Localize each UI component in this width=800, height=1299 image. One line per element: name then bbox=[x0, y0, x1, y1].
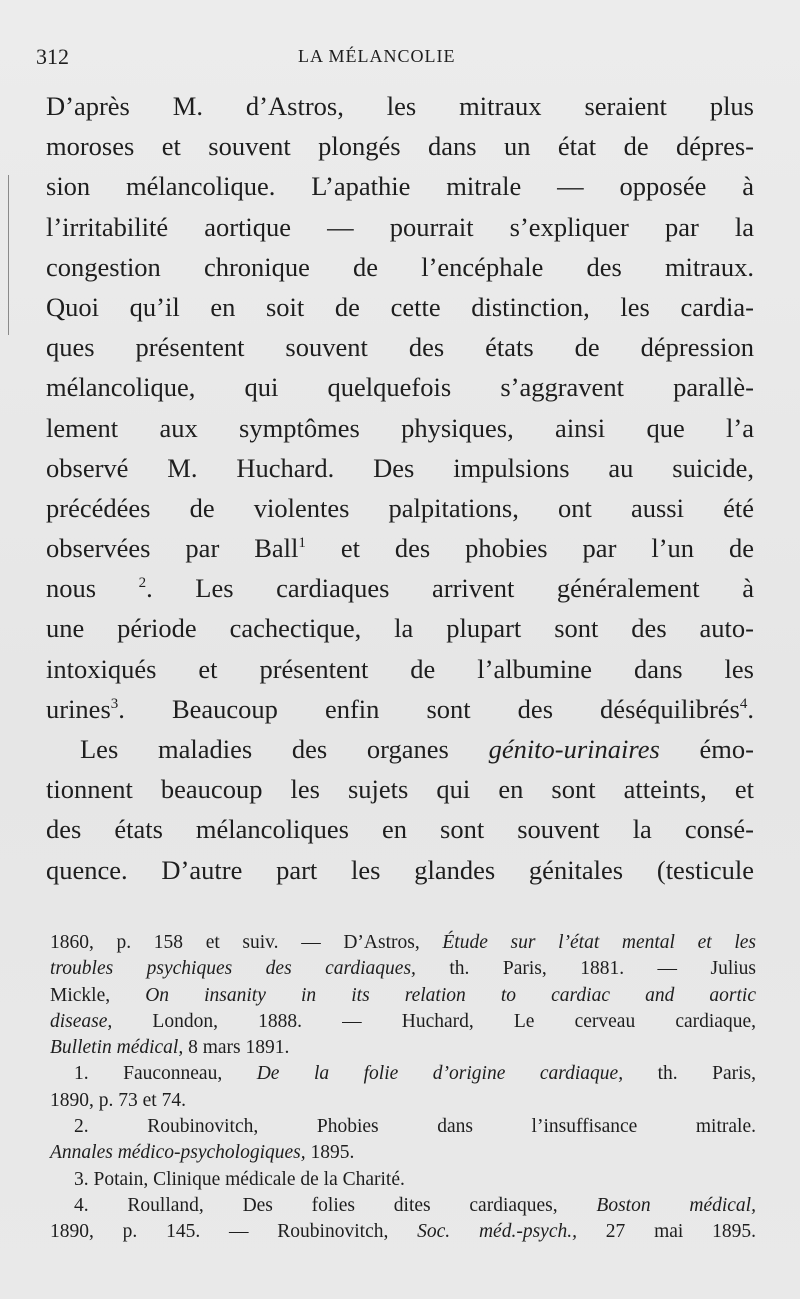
page-header bbox=[36, 44, 756, 74]
footnote-ref: 3 bbox=[110, 695, 119, 712]
text-line bbox=[46, 729, 754, 769]
text-segment: Mickle, bbox=[50, 984, 146, 1006]
footnote-ref: 2 bbox=[138, 575, 147, 592]
footnote-line bbox=[50, 1219, 756, 1245]
main-text bbox=[46, 86, 754, 890]
text-segment: 1895. bbox=[305, 1142, 355, 1164]
text-segment: observées par Ball bbox=[46, 533, 299, 564]
footnote-line bbox=[50, 1035, 756, 1061]
text-segment: nous bbox=[46, 573, 139, 604]
text-segment: . Beaucoup enfin sont des déséquilibrés bbox=[118, 693, 740, 724]
text-segment: . Les cardiaques arrivent généralement à bbox=[146, 573, 754, 604]
text-segment: 1. Fauconneau, bbox=[74, 1063, 257, 1085]
footnote-line: 1890, p. 73 et 74. bbox=[50, 1089, 186, 1111]
italic-segment: De la folie d’origine cardiaque, bbox=[256, 1063, 624, 1085]
footnote-ref: 4 bbox=[739, 695, 748, 712]
italic-term: génito-urinaires bbox=[488, 734, 660, 764]
text-line: des états mélancoliques en sont souvent la consé- bbox=[46, 814, 754, 845]
footnote-ref: 1 bbox=[298, 535, 306, 552]
italic-segment: Étude sur l’état mental et les bbox=[442, 932, 757, 953]
text-line: Quoi qu’il en soit de cette distinction, les cardia- bbox=[46, 291, 754, 322]
text-segment: th. Paris, 1881. — Julius bbox=[415, 958, 756, 980]
text-line: mélancolique, qui quelquefois s’aggravent parallè- bbox=[46, 372, 754, 403]
text-segment: th. Paris, bbox=[623, 1063, 756, 1085]
text-segment: émo- bbox=[659, 734, 754, 764]
text-line: lement aux symptômes physiques, ainsi que l’a bbox=[46, 412, 754, 443]
italic-segment: disease, bbox=[50, 1010, 113, 1032]
italic-segment: Soc. méd.-psych., bbox=[417, 1221, 577, 1243]
page-number: 312 bbox=[36, 44, 69, 69]
text-segment: 8 mars 1891. bbox=[183, 1037, 290, 1059]
text-line: tionnent beaucoup les sujets qui en sont atteints, et bbox=[46, 774, 754, 805]
footnote-4 bbox=[50, 1193, 756, 1219]
footnote-3: 3. Potain, Clinique médicale de la Charité. bbox=[74, 1168, 405, 1190]
footnote-line bbox=[50, 1140, 756, 1166]
footnote-line bbox=[50, 956, 756, 982]
text-segment: Les maladies des organes bbox=[80, 734, 489, 764]
footnote-line bbox=[50, 1009, 756, 1035]
italic-segment: Bulletin médical, bbox=[50, 1037, 184, 1059]
running-title: LA MÉLANCOLIE bbox=[298, 46, 456, 66]
text-segment: 4. Roulland, Des folies dites cardiaques, bbox=[74, 1194, 597, 1216]
text-line: congestion chronique de l’encéphale des mitraux. bbox=[46, 251, 754, 282]
margin-pencil-line bbox=[8, 175, 9, 335]
text-line: D’après M. d’Astros, les mitraux seraient plus bbox=[46, 91, 754, 121]
text-segment: . bbox=[747, 693, 754, 724]
text-line: observé M. Huchard. Des impulsions au suicide, bbox=[46, 452, 754, 483]
text-line bbox=[46, 689, 754, 729]
text-segment: 1860, p. 158 et suiv. — D’Astros, bbox=[50, 932, 443, 953]
text-segment: 1890, p. 145. — Roubinovitch, bbox=[50, 1221, 418, 1243]
text-line: précédées de violentes palpitations, ont aussi été bbox=[46, 492, 754, 523]
text-line: intoxiqués et présentent de l’albumine dans les bbox=[46, 653, 754, 684]
text-line bbox=[46, 528, 754, 568]
footnote-1 bbox=[50, 1061, 756, 1087]
footnote-2: 2. Roubinovitch, Phobies dans l’insuffisance mitrale. bbox=[74, 1116, 756, 1138]
italic-segment: Boston médical, bbox=[596, 1194, 756, 1216]
text-segment: urines bbox=[46, 693, 111, 724]
text-line: sion mélancolique. L’apathie mitrale — opposée à bbox=[46, 171, 754, 202]
text-line: l’irritabilité aortique — pourrait s’expliquer par la bbox=[46, 211, 754, 242]
text-line: quence. D’autre part les glandes génitales (testicule bbox=[46, 854, 754, 885]
text-segment: London, 1888. — Huchard, Le cerveau cardiaque, bbox=[112, 1010, 756, 1032]
footnote-line bbox=[50, 983, 756, 1009]
text-segment: et des phobies par l’un de bbox=[305, 533, 754, 564]
text-segment: 27 mai 1895. bbox=[576, 1221, 756, 1243]
footnote-line bbox=[50, 930, 756, 956]
text-line bbox=[46, 568, 754, 608]
text-line: moroses et souvent plongés dans un état de dépres- bbox=[46, 131, 754, 162]
italic-segment: troubles psychiques des cardiaques, bbox=[50, 958, 416, 980]
italic-segment: Annales médico-psychologiques, bbox=[50, 1142, 306, 1164]
text-line: une période cachectique, la plupart sont des auto- bbox=[46, 613, 754, 644]
footnotes bbox=[50, 930, 756, 1246]
italic-segment: On insanity in its relation to cardiac and aortic bbox=[145, 984, 756, 1006]
text-line: ques présentent souvent des états de dépression bbox=[46, 332, 754, 363]
